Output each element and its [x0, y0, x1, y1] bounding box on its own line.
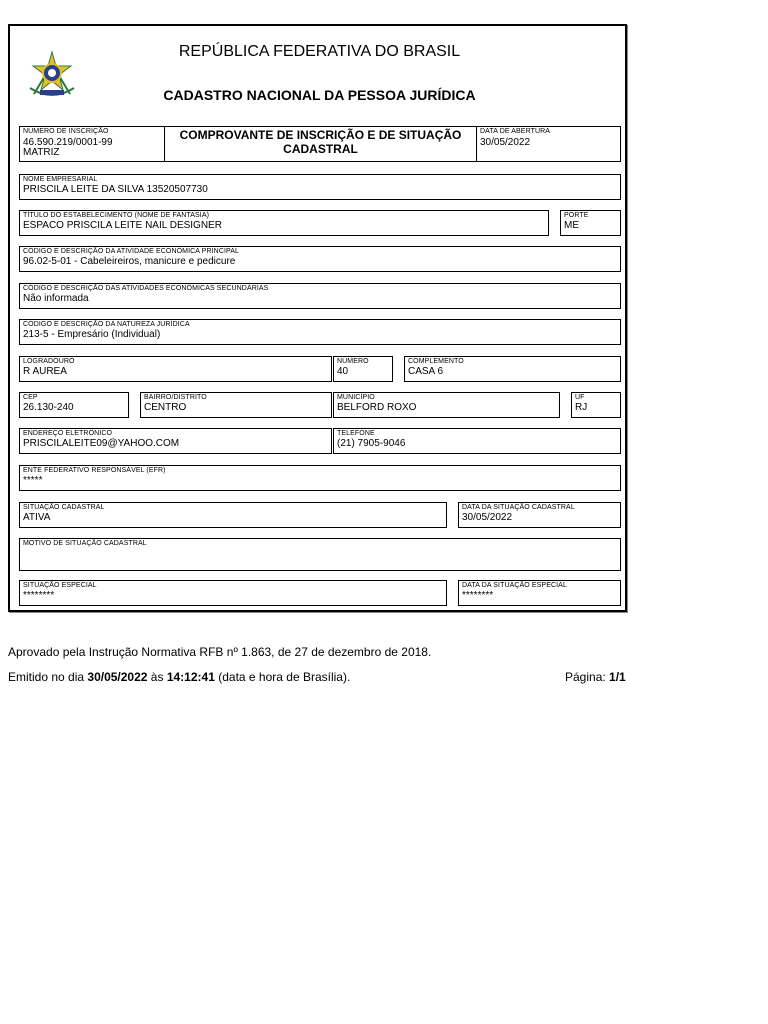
nome-empresarial-box	[19, 174, 621, 200]
natureza-juridica-value: 213-5 - Empresário (Individual)	[23, 329, 161, 340]
porte-value: ME	[564, 220, 579, 231]
telefone-value: (21) 7905-9046	[337, 438, 406, 449]
page-label: Página:	[565, 670, 606, 684]
porte-box	[560, 210, 621, 236]
complemento-value: CASA 6	[408, 366, 444, 377]
comprovante-title: COMPROVANTE DE INSCRIÇÃO E DE SITUAÇÃO CADASTRAL	[179, 128, 462, 156]
numero-inscricao-label: NÚMERO DE INSCRIÇÃO	[23, 128, 109, 135]
comprovante-box	[164, 126, 477, 162]
titulo-estabelecimento-label: TÍTULO DO ESTABELECIMENTO (NOME DE FANTASIA)	[23, 212, 210, 219]
data-abertura-value: 30/05/2022	[480, 137, 531, 148]
data-abertura-label: DATA DE ABERTURA	[480, 128, 551, 135]
data-abertura-box	[476, 126, 621, 162]
bairro-box	[140, 392, 332, 418]
numero-label: NÚMERO	[337, 358, 369, 365]
uf-box	[571, 392, 621, 418]
atividades-secundarias-value: Não informada	[23, 293, 89, 304]
email-box	[19, 428, 332, 454]
complemento-box	[404, 356, 621, 382]
cep-value: 26.130-240	[23, 402, 74, 413]
motivo-situacao-label: MOTIVO DE SITUAÇÃO CADASTRAL	[23, 540, 147, 547]
data-situacao-cadastral-value: 30/05/2022	[462, 512, 513, 523]
logradouro-value: R AUREA	[23, 366, 67, 377]
atividades-secundarias-label: CÓDIGO E DESCRIÇÃO DAS ATIVIDADES ECONÔMICAS SECUNDÁRIAS	[23, 285, 269, 292]
uf-value: RJ	[575, 402, 588, 413]
data-situacao-cadastral-box	[458, 502, 621, 528]
emission-at: às	[150, 670, 164, 684]
numero-inscricao-box	[19, 126, 165, 162]
atividade-principal-label: CÓDIGO E DESCRIÇÃO DA ATIVIDADE ECONÔMICA PRINCIPAL	[23, 248, 240, 255]
logradouro-box	[19, 356, 332, 382]
natureza-juridica-label: CÓDIGO E DESCRIÇÃO DA NATUREZA JURÍDICA	[23, 321, 190, 328]
nome-empresarial-value: PRISCILA LEITE DA SILVA 13520507730	[23, 184, 208, 195]
titulo-estabelecimento-value: ESPACO PRISCILA LEITE NAIL DESIGNER	[23, 220, 222, 231]
motivo-situacao-box	[19, 538, 621, 571]
atividade-principal-value: 96.02-5-01 - Cabeleireiros, manicure e pedicure	[23, 256, 236, 267]
efr-label: ENTE FEDERATIVO RESPONSÁVEL (EFR)	[23, 467, 166, 474]
logradouro-label: LOGRADOURO	[23, 358, 75, 365]
matriz-value: MATRIZ	[23, 147, 60, 158]
bairro-value: CENTRO	[144, 402, 187, 413]
telefone-box	[333, 428, 621, 454]
data-situacao-especial-box	[458, 580, 621, 606]
atividades-secundarias-box	[19, 283, 621, 309]
situacao-especial-value: ********	[23, 590, 55, 601]
telefone-label: TELEFONE	[337, 430, 375, 437]
numero-value: 40	[337, 366, 349, 377]
cnpj-card	[8, 24, 627, 612]
emission-line	[8, 670, 350, 684]
situacao-especial-box	[19, 580, 447, 606]
approval-note: Aprovado pela Instrução Normativa RFB nº 1.863, de 27 de dezembro de 2018.	[8, 645, 432, 659]
uf-label: UF	[575, 394, 585, 401]
emission-date: 30/05/2022	[87, 670, 148, 684]
data-situacao-cadastral-label: DATA DA SITUAÇÃO CADASTRAL	[462, 504, 575, 511]
porte-label: PORTE	[564, 212, 589, 219]
situacao-especial-label: SITUAÇÃO ESPECIAL	[23, 582, 97, 589]
page-title: REPÚBLICA FEDERATIVA DO BRASIL	[178, 43, 461, 60]
municipio-value: BELFORD ROXO	[337, 402, 417, 413]
cep-label: CEP	[23, 394, 38, 401]
atividade-principal-box	[19, 246, 621, 272]
emission-prefix: Emitido no dia	[8, 670, 85, 684]
nome-empresarial-label: NOME EMPRESARIAL	[23, 176, 98, 183]
efr-value: *****	[23, 475, 43, 486]
numero-box	[333, 356, 393, 382]
complemento-label: COMPLEMENTO	[408, 358, 464, 365]
email-label: ENDEREÇO ELETRÔNICO	[23, 430, 113, 437]
situacao-cadastral-box	[19, 502, 447, 528]
bairro-label: BAIRRO/DISTRITO	[144, 394, 207, 401]
data-situacao-especial-value: ********	[462, 590, 494, 601]
page-value: 1/1	[609, 670, 626, 684]
emission-suffix: (data e hora de Brasília).	[218, 670, 351, 684]
situacao-cadastral-value: ATIVA	[23, 512, 51, 523]
emission-time: 14:12:41	[166, 670, 215, 684]
efr-box	[19, 465, 621, 491]
data-situacao-especial-label: DATA DA SITUAÇÃO ESPECIAL	[462, 582, 567, 589]
situacao-cadastral-label: SITUAÇÃO CADASTRAL	[23, 504, 105, 511]
numero-inscricao-value: 46.590.219/0001-99	[23, 137, 113, 148]
titulo-estabelecimento-box	[19, 210, 549, 236]
page-indicator	[565, 670, 626, 684]
natureza-juridica-box	[19, 319, 621, 345]
cep-box	[19, 392, 129, 418]
municipio-label: MUNICÍPIO	[337, 394, 375, 401]
email-value: PRISCILALEITE09@YAHOO.COM	[23, 438, 180, 449]
municipio-box	[333, 392, 560, 418]
page-subtitle: CADASTRO NACIONAL DA PESSOA JURÍDICA	[163, 87, 476, 103]
